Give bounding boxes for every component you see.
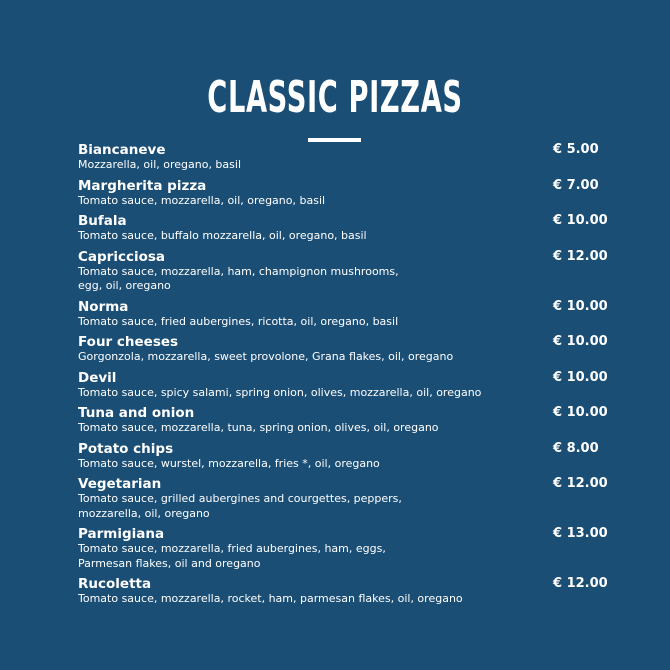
item-name: Bufala — [78, 213, 127, 229]
item-price: € 12.00 — [553, 248, 608, 264]
item-price: € 10.00 — [553, 334, 608, 349]
item-price: € 10.00 — [553, 298, 608, 314]
item-description: Tomato sauce, mozzarella, tuna, spring onion, olives, oil, oregano — [78, 421, 439, 434]
item-name: Capricciosa — [78, 248, 166, 265]
menu-item — [78, 299, 608, 330]
menu-item — [78, 213, 608, 244]
item-price: € 5.00 — [553, 142, 599, 157]
item-description: Tomato sauce, mozzarella, fried aubergines, ham, eggs, Parmesan flakes, oil and oregano — [78, 542, 386, 570]
menu-title: CLASSIC PIZZAS — [207, 72, 463, 123]
menu-item — [78, 526, 608, 571]
item-name: Devil — [78, 369, 117, 386]
menu-item — [78, 476, 608, 521]
menu-item — [78, 370, 608, 401]
item-description: Tomato sauce, mozzarella, oil, oregano, basil — [78, 193, 326, 207]
menu-list — [78, 142, 608, 612]
item-price: € 10.00 — [553, 369, 608, 385]
item-name: Potato chips — [78, 440, 174, 457]
item-name: Margherita pizza — [78, 177, 207, 194]
item-description: Tomato sauce, grilled aubergines and courgettes, peppers, mozzarella, oil, oregano — [78, 492, 402, 520]
item-description: Mozzarella, oil, oregano, basil — [78, 158, 242, 171]
item-name: Vegetarian — [78, 476, 162, 492]
menu-item — [78, 576, 608, 607]
menu-item — [78, 334, 608, 365]
item-price: € 12.00 — [553, 576, 608, 591]
item-description: Tomato sauce, mozzarella, rocket, ham, parmesan flakes, oil, oregano — [78, 592, 463, 605]
item-name: Tuna and onion — [78, 405, 195, 421]
item-description: Tomato sauce, buffalo mozzarella, oil, oregano, basil — [78, 229, 367, 242]
item-name: Four cheeses — [78, 334, 179, 350]
item-name: Biancaneve — [78, 142, 166, 158]
item-price: € 12.00 — [553, 476, 608, 491]
item-description: Tomato sauce, fried aubergines, ricotta, oil, oregano, basil — [78, 314, 399, 328]
menu-item — [78, 178, 608, 209]
item-name: Norma — [78, 298, 129, 315]
item-description: Gorgonzola, mozzarella, sweet provolone, Grana flakes, oil, oregano — [78, 350, 454, 363]
item-name: Parmigiana — [78, 526, 165, 542]
item-description: Tomato sauce, spicy salami, spring onion, olives, mozzarella, oil, oregano — [78, 385, 482, 399]
menu-item — [78, 249, 608, 294]
item-description: Tomato sauce, wurstel, mozzarella, fries *, oil, oregano — [78, 456, 380, 470]
item-name: Rucoletta — [78, 576, 152, 592]
menu-item — [78, 142, 608, 173]
item-price: € 13.00 — [553, 526, 608, 541]
item-price: € 8.00 — [553, 440, 599, 456]
menu-item — [78, 441, 608, 472]
item-description: Tomato sauce, mozzarella, ham, champignon mushrooms, egg, oil, oregano — [78, 264, 399, 292]
item-price: € 10.00 — [553, 213, 608, 228]
menu-item — [78, 405, 608, 436]
item-price: € 7.00 — [553, 177, 599, 193]
item-price: € 10.00 — [553, 405, 608, 420]
